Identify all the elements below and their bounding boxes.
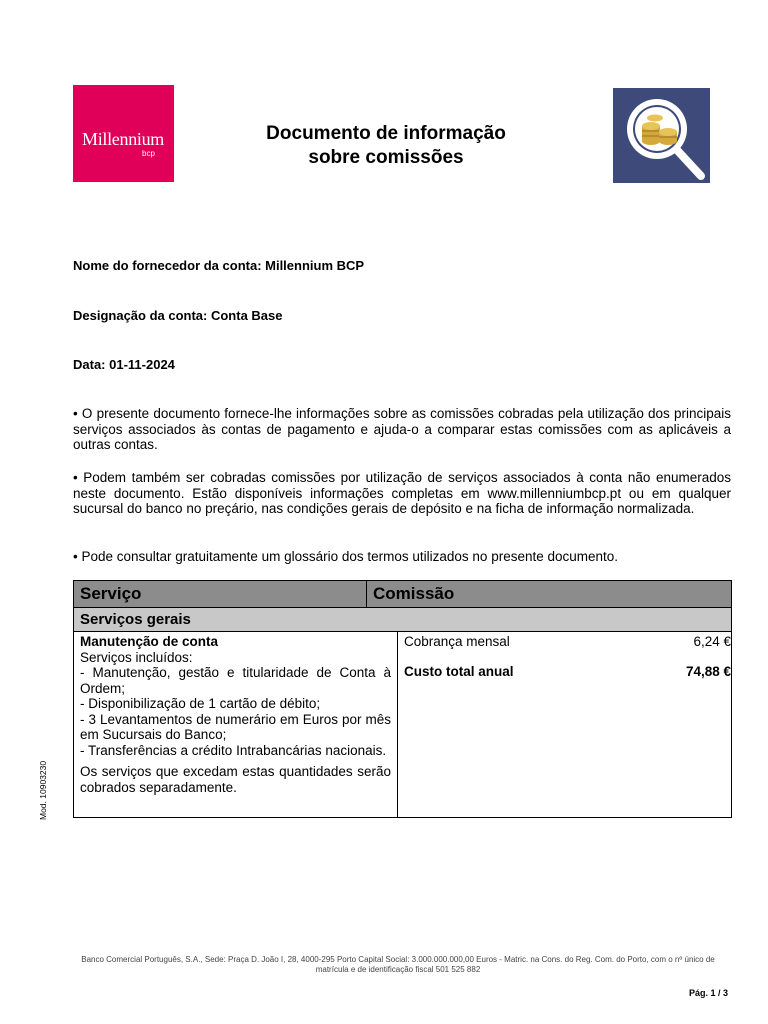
table-header-row [74, 581, 732, 608]
monthly-fee-row [404, 634, 731, 650]
fees-table [73, 580, 732, 632]
table-row [74, 632, 732, 818]
service-line: - Transferências a crédito Intrabancárias nacionais. [80, 742, 387, 758]
form-model-code: Mod. 10903230 [38, 760, 48, 820]
annual-total-value: 74,88 € [685, 664, 731, 679]
intro-paragraph-2: • Podem também ser cobradas comissões por utilização de serviços associados à conta não enumerados neste documento. Estão disponíveis informações completas em www.millenniumbcp.pt ou em qualquer sucursal do banco no preçário, nas condições gerais de depósito e na ficha de informação normalizada. [73, 470, 731, 516]
title-line-2: sobre comissões [308, 147, 464, 168]
monthly-fee-label: Cobrança mensal [404, 634, 510, 649]
coin-search-icon [613, 88, 710, 183]
service-line: - Manutenção, gestão e titularidade de Conta à Ordem; [80, 665, 391, 696]
document-title [200, 122, 572, 170]
millennium-logo [73, 85, 174, 182]
annual-total-label: Custo total anual [404, 664, 514, 679]
service-line: - 3 Levantamentos de numerário em Euros por mês em Sucursais do Banco; [80, 711, 391, 742]
header-fee: Comissão [367, 581, 732, 608]
date-field: Data: 01-11-2024 [73, 357, 175, 372]
section-row [74, 608, 732, 632]
page-number: Pág. 1 / 3 [688, 988, 728, 998]
footer-legal-text: Banco Comercial Português, S.A., Sede: Praça D. João I, 28, 4000-295 Porto Capital Social: 3.000.000.000,00 Euros - Matric. na Cons. do Reg. Com. do Porto, com o nº único de matrícula e de identificação fiscal 501 525 882 [81, 955, 715, 974]
header-service: Serviço [74, 581, 367, 608]
service-line: Serviços incluídos: [80, 649, 193, 665]
provider-field: Nome do fornecedor da conta: Millennium BCP [73, 258, 365, 273]
logo-sub-text: bcp [142, 149, 155, 158]
service-cell [74, 632, 398, 818]
fee-cell [398, 632, 732, 818]
service-line: - Disponibilização de 1 cartão de débito; [80, 696, 321, 711]
account-name-field: Designação da conta: Conta Base [73, 308, 283, 323]
service-note: Os serviços que excedam estas quantidades serão cobrados separadamente. [80, 764, 391, 795]
annual-total-row [404, 664, 731, 680]
service-title: Manutenção de conta [80, 634, 219, 649]
section-general-services: Serviços gerais [74, 608, 732, 632]
intro-paragraph-3: • Pode consultar gratuitamente um glossário dos termos utilizados no presente documento. [73, 549, 619, 564]
logo-brand-text: Millennium [82, 129, 164, 149]
fees-table-body [73, 631, 732, 818]
monthly-fee-value: 6,24 € [693, 634, 731, 649]
title-line-1: Documento de informação [266, 123, 506, 144]
intro-paragraph-1: • O presente documento fornece-lhe informações sobre as comissões cobradas pela utilização dos principais serviços associados às contas de pagamento e ajuda-o a comparar estas comissões com as aplicáveis a outras contas. [73, 406, 731, 452]
